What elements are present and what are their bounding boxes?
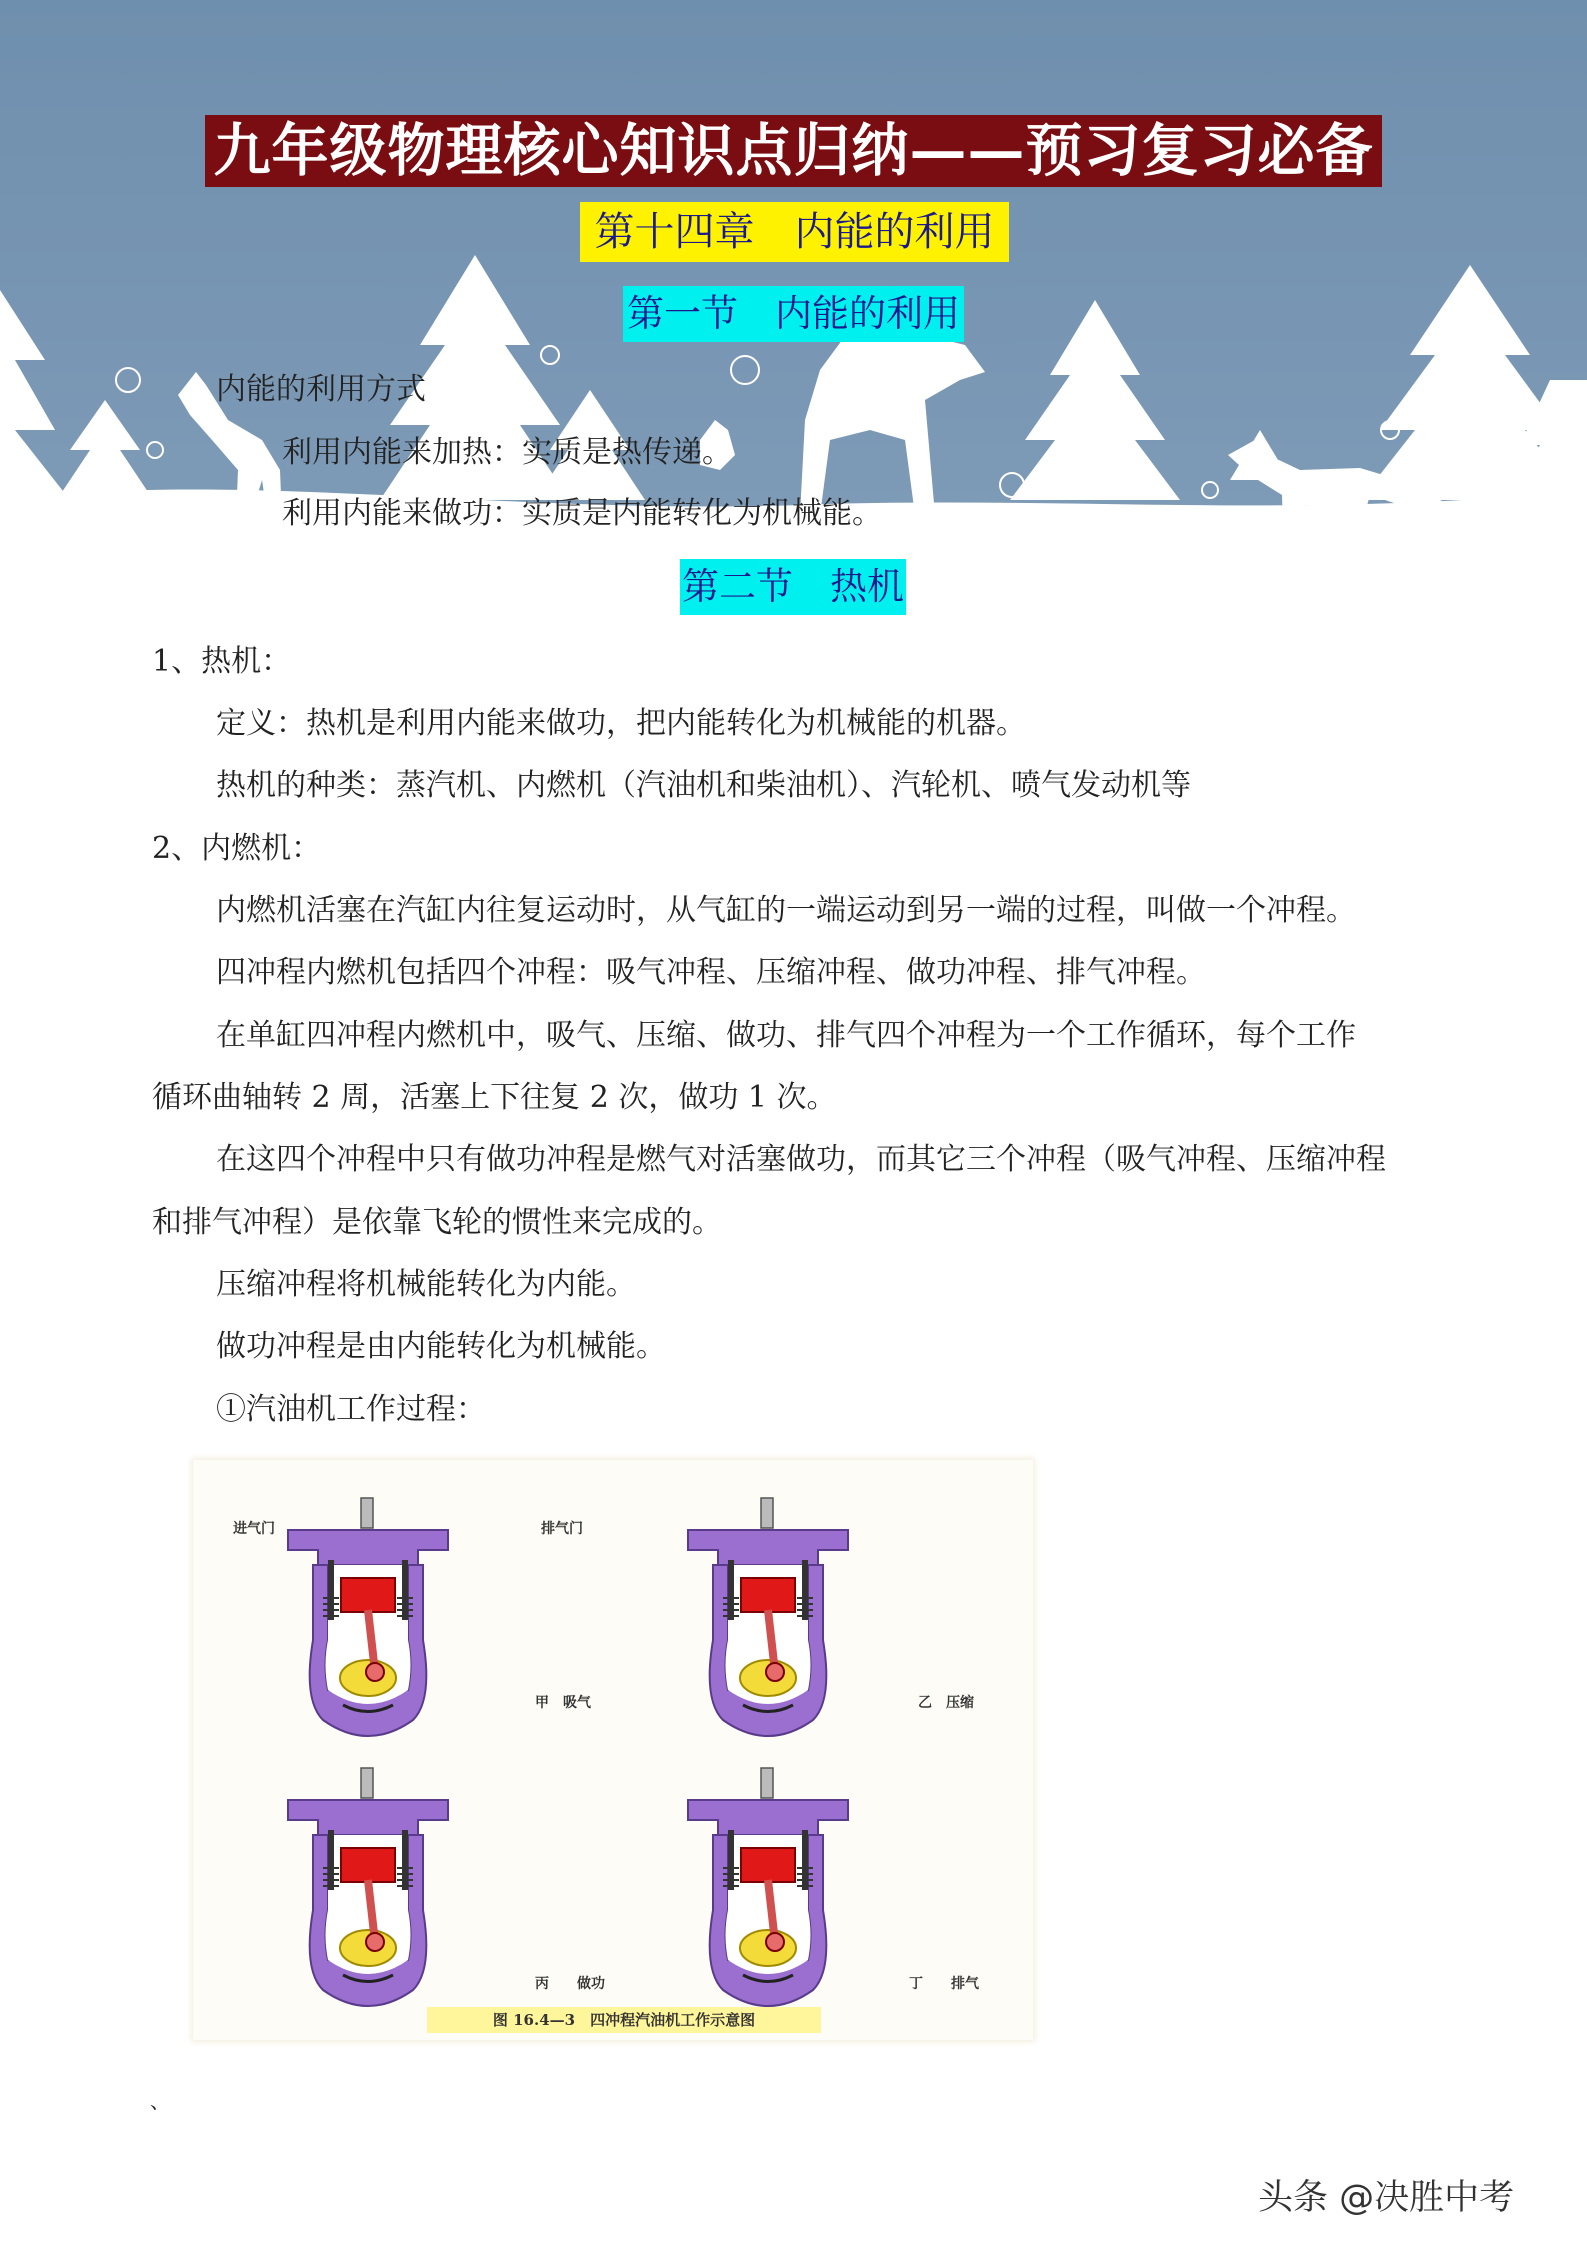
panel-label-intake: 甲 吸气 — [535, 1695, 591, 1711]
body-line: 内燃机活塞在汽缸内往复运动时，从气缸的一端运动到另一端的过程，叫做一个冲程。 — [216, 893, 1356, 928]
panel-label-compression: 乙 压缩 — [918, 1695, 974, 1711]
body-line: 在这四个冲程中只有做功冲程是燃气对活塞做功，而其它三个冲程（吸气冲程、压缩冲程 — [216, 1142, 1386, 1177]
inlet-valve-label: 进气门 — [233, 1521, 275, 1537]
section-1-item: 利用内能来加热：实质是热传递。 — [282, 435, 732, 470]
body-line: 和排气冲程）是依靠飞轮的惯性来完成的。 — [152, 1205, 722, 1240]
watermark: 头条 @决胜中考 — [1258, 2178, 1515, 2218]
section-1-title: 第一节 内能的利用 — [623, 286, 964, 342]
body-line: 压缩冲程将机械能转化为内能。 — [216, 1267, 636, 1302]
body-line: ①汽油机工作过程： — [216, 1392, 486, 1427]
body-line: 热机的种类：蒸汽机、内燃机（汽油机和柴油机）、汽轮机、喷气发动机等 — [216, 768, 1191, 803]
figure-caption: 图 16.4—3 四冲程汽油机工作示意图 — [427, 2007, 821, 2033]
engine-figure — [193, 1460, 1033, 2040]
heat-engine-heading: 1、热机： — [152, 644, 292, 679]
body-line: 在单缸四冲程内燃机中，吸气、压缩、做功、排气四个冲程为一个工作循环，每个工作 — [216, 1018, 1356, 1053]
section-1-heading: 内能的利用方式 — [216, 372, 426, 407]
section-1-item: 利用内能来做功：实质是内能转化为机械能。 — [282, 496, 882, 531]
engine-diagram — [193, 1460, 1033, 2040]
section-2-title: 第二节 热机 — [680, 559, 906, 615]
panel-label-exhaust: 丁 排气 — [909, 1976, 979, 1992]
body-line: 定义：热机是利用内能来做功，把内能转化为机械能的机器。 — [216, 706, 1026, 741]
panel-label-power: 丙 做功 — [535, 1976, 605, 1992]
winter-banner — [0, 0, 1587, 540]
main-title: 九年级物理核心知识点归纳——预习复习必备 — [205, 115, 1382, 187]
exhaust-valve-label: 排气门 — [541, 1521, 583, 1537]
body-line: 四冲程内燃机包括四个冲程：吸气冲程、压缩冲程、做功冲程、排气冲程。 — [216, 955, 1206, 990]
ice-heading: 2、内燃机： — [152, 831, 322, 866]
stray-mark: 、 — [150, 2089, 170, 2113]
body-line: 做功冲程是由内能转化为机械能。 — [216, 1329, 666, 1364]
body-line: 循环曲轴转 2 周，活塞上下往复 2 次，做功 1 次。 — [152, 1080, 837, 1115]
chapter-title: 第十四章 内能的利用 — [580, 202, 1009, 262]
